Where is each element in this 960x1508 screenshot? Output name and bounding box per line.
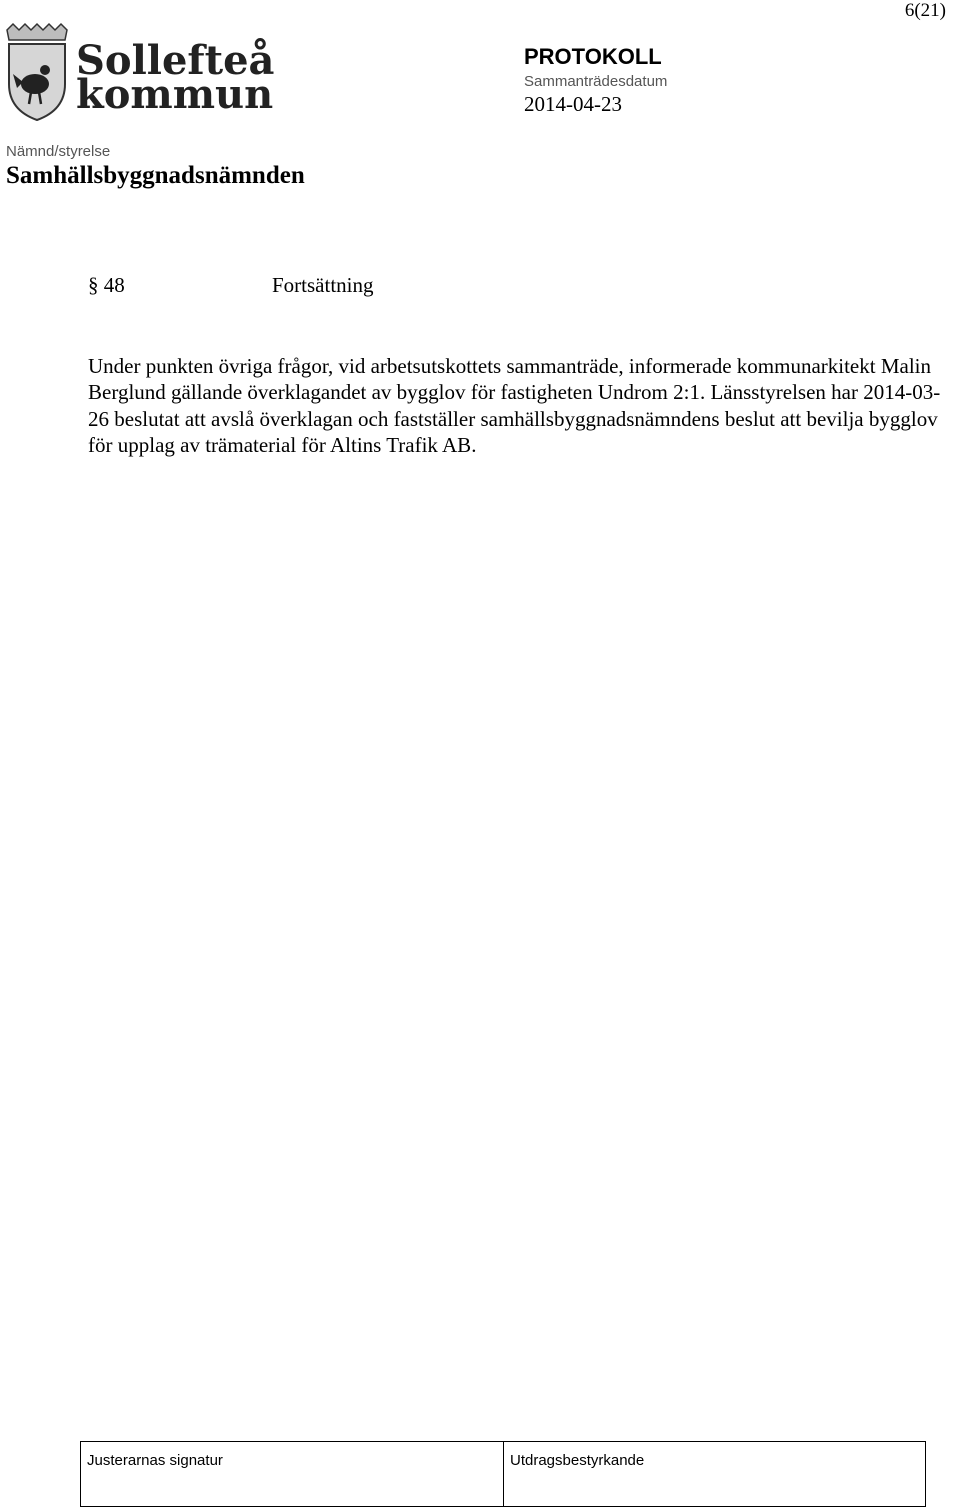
section-heading: Fortsättning xyxy=(272,273,374,297)
section-number: § 48 xyxy=(88,273,125,297)
certification-cell: Utdragsbestyrkande xyxy=(504,1442,926,1507)
municipality-name-line2: kommun xyxy=(76,71,274,118)
signature-table xyxy=(80,1441,926,1507)
municipality-logo-text xyxy=(76,37,275,118)
section-header xyxy=(88,273,374,298)
date-caption: Sammanträdesdatum xyxy=(524,73,668,90)
municipality-name-line1: Sollefteå xyxy=(76,37,275,84)
board-caption: Nämnd/styrelse xyxy=(6,143,111,160)
body-paragraph: Under punkten övriga frågor, vid arbetsutskottets sammanträde, informerade kommunarkitekt Malin Berglund gällande överklagandet av bygglov för fastigheten Undrom 2:1. Länsstyrelsen har 2014-03-26 beslutat att avslå överklagan och fastställer samhällsbyggnadsnämndens beslut att bevilja bygglov för upplag av trämaterial för Altins Trafik AB. xyxy=(88,354,941,458)
coat-of-arms-logo xyxy=(5,22,69,122)
signature-cell: Justerarnas signatur xyxy=(81,1442,504,1507)
protocol-title: PROTOKOLL xyxy=(524,44,662,69)
page-number: 6(21) xyxy=(904,0,946,21)
meeting-date: 2014-04-23 xyxy=(524,92,622,116)
board-name: Samhällsbyggnadsnämnden xyxy=(6,162,305,189)
